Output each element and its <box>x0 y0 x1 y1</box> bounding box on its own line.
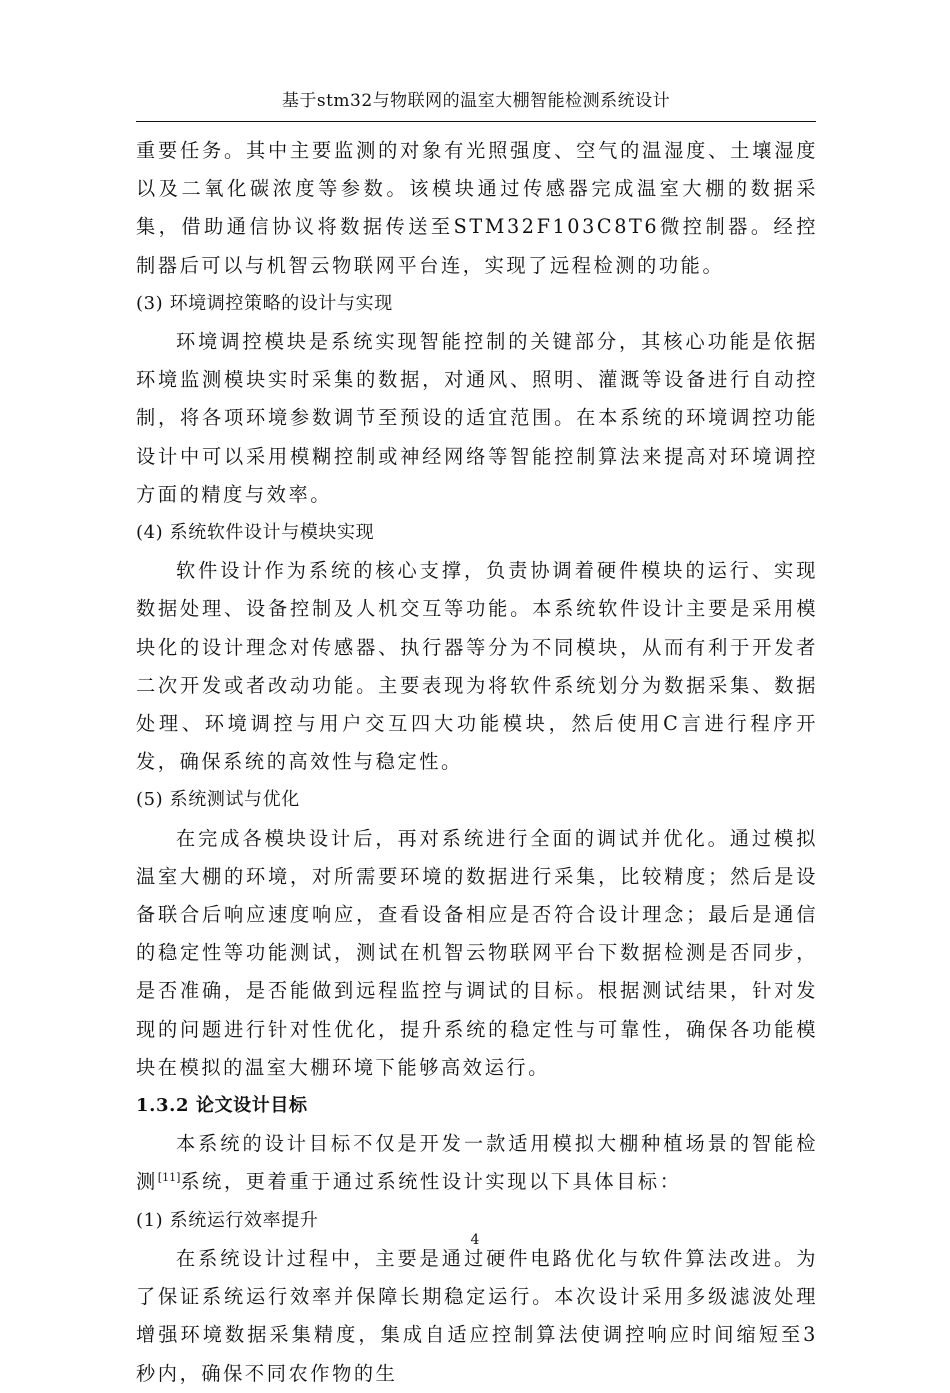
paragraph-testing: 在完成各模块设计后，再对系统进行全面的调试并优化。通过模拟温室大棚的环境，对所需要环境的数据进行采集，比较精度；然后是设备联合后响应速度响应，查看设备相应是否符合设计理念；最后是通信的稳定性等功能测试，测试在机智云物联网平台下数据检测是否同步，是否准确，是否能做到远程监控与调试的目标。根据测试结果，针对发现的问题进行针对性优化，提升系统的稳定性与可靠性，确保各功能模块在模拟的温室大棚环境下能够高效运行。 <box>136 826 818 1079</box>
section-heading-1-3-2: 1.3.2 论文设计目标 <box>136 1095 308 1117</box>
heading-1: (1) 系统运行效率提升 <box>136 1209 319 1231</box>
citation-ref: [11] <box>157 1171 181 1185</box>
heading-5: (5) 系统测试与优化 <box>136 789 300 811</box>
heading-3: (3) 环境调控策略的设计与实现 <box>136 292 393 314</box>
paragraph-continuation: 重要任务。其中主要监测的对象有光照强度、空气的温湿度、土壤湿度以及二氧化碳浓度等参数。该模块通过传感器完成温室大棚的数据采集，借助通信协议将数据传送至STM32F103C8T6微控制器。经控制器后可以与机智云物联网平台连，实现了远程检测的功能。 <box>136 139 818 277</box>
paragraph-efficiency: 在系统设计过程中，主要是通过硬件电路优化与软件算法改进。为了保证系统运行效率并保障长期稳定运行。本次设计采用多级滤波处理增强环境数据采集精度，集成自适应控制算法使调控响应时间缩短至3秒内，确保不同农作物的生 <box>136 1246 818 1385</box>
goals-text-end: 系统，更着重于通过系统性设计实现以下具体目标： <box>180 1170 682 1194</box>
page-header: 基于stm32与物联网的温室大棚智能检测系统设计 <box>281 91 671 111</box>
heading-4: (4) 系统软件设计与模块实现 <box>136 522 375 544</box>
document-body <box>136 132 818 1393</box>
paragraph-software-design: 软件设计作为系统的核心支撑，负责协调着硬件模块的运行、实现数据处理、设备控制及人机交互等功能。本系统软件设计主要是采用模块化的设计理念对传感器、执行器等分为不同模块，从而有利于开发者二次开发或者改动功能。主要表现为将软件系统划分为数据采集、数据处理、环境调控与用户交互四大功能模块，然后使用C言进行程序开发，确保系统的高效性与稳定性。 <box>136 559 818 774</box>
goals-text-start: 本系统的设计目标不仅是开发一款适用模拟大棚种植场景的智能检测 <box>136 1132 818 1194</box>
header-divider <box>136 121 816 122</box>
paragraph-environment-control: 环境调控模块是系统实现智能控制的关键部分，其核心功能是依据环境监测模块实时采集的数据，对通风、照明、灌溉等设备进行自动控制，将各项环境参数调节至预设的适宜范围。在本系统的环境调控功能设计中可以采用模糊控制或神经网络等智能控制算法来提高对环境调控方面的精度与效率。 <box>136 330 818 506</box>
paragraph-design-goals <box>136 1125 818 1201</box>
page-number: 4 <box>470 1232 480 1248</box>
